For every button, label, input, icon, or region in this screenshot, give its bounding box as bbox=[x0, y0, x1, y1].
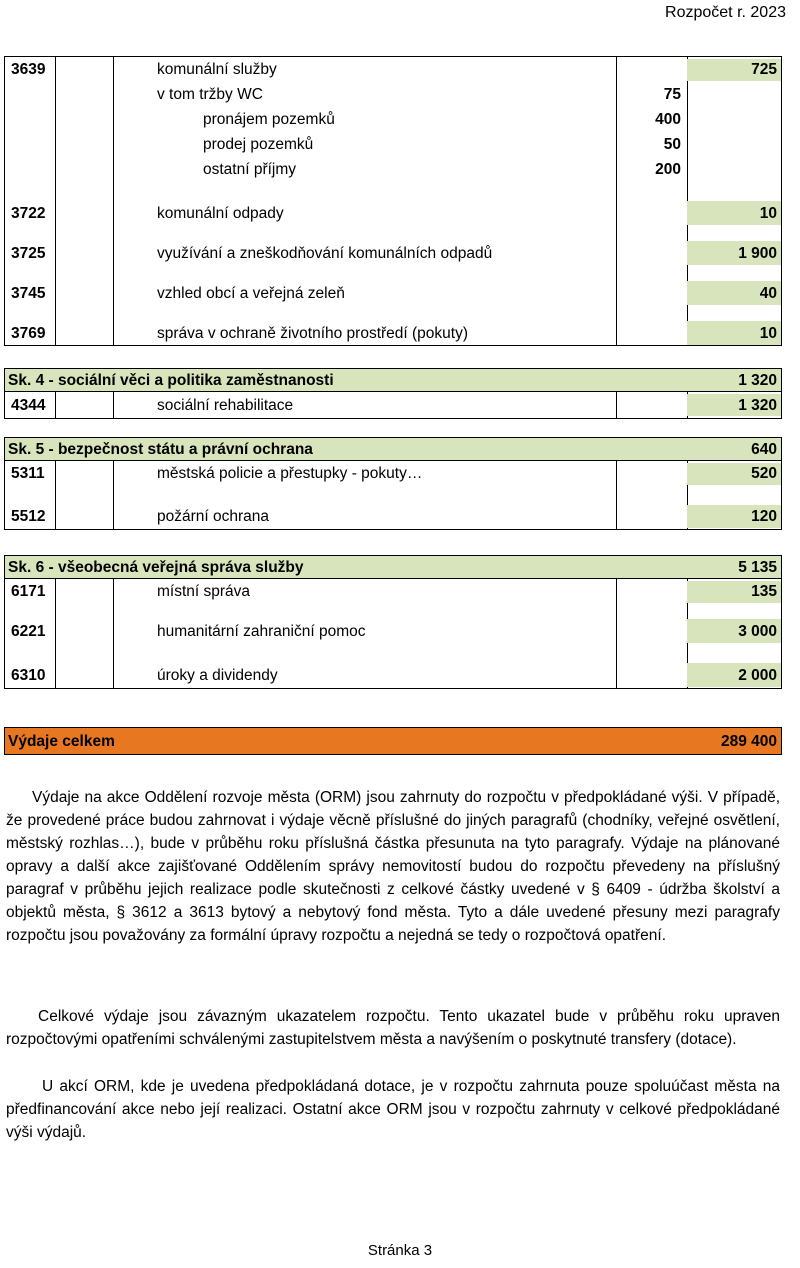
row-code: 3745 bbox=[11, 285, 46, 302]
subitem-label: pronájem pozemků bbox=[203, 111, 335, 128]
row-name: správa v ochraně životního prostředí (pokuty) bbox=[157, 325, 469, 342]
row-name: místní správa bbox=[157, 583, 251, 600]
row-code: 3722 bbox=[11, 205, 46, 222]
row-value: 520 bbox=[751, 465, 777, 482]
row-value: 1 320 bbox=[738, 397, 777, 414]
section-total: 5 135 bbox=[738, 559, 777, 576]
subitem-label: v tom tržby WC bbox=[157, 86, 263, 103]
row-code: 6221 bbox=[11, 623, 46, 640]
row-code: 6171 bbox=[11, 583, 46, 600]
subitem-label: ostatní příjmy bbox=[203, 161, 297, 178]
row-value: 120 bbox=[751, 508, 777, 525]
row-name: sociální rehabilitace bbox=[157, 397, 294, 414]
total-value: 289 400 bbox=[720, 733, 777, 750]
section-4-rows bbox=[4, 392, 782, 419]
section-6-rows bbox=[4, 579, 782, 689]
row-name: komunální služby bbox=[157, 61, 277, 78]
row-code: 6310 bbox=[11, 667, 46, 684]
row-name: požární ochrana bbox=[157, 508, 270, 525]
subitem-label: prodej pozemků bbox=[203, 136, 314, 153]
total-row bbox=[4, 727, 782, 755]
section-label: Sk. 5 - bezpečnost státu a právní ochrana bbox=[8, 441, 313, 458]
row-value: 1 900 bbox=[738, 245, 777, 262]
row-name: komunální odpady bbox=[157, 205, 284, 222]
row-value: 40 bbox=[759, 285, 777, 302]
row-code: 5512 bbox=[11, 508, 46, 525]
row-value: 725 bbox=[751, 61, 777, 78]
row-value: 2 000 bbox=[738, 667, 777, 684]
subitem-value: 200 bbox=[655, 161, 681, 178]
row-value: 10 bbox=[759, 205, 777, 222]
row-name: vzhled obcí a veřejná zeleň bbox=[157, 285, 345, 302]
row-value: 3 000 bbox=[738, 623, 777, 640]
row-value: 10 bbox=[759, 325, 777, 342]
row-value: 135 bbox=[751, 583, 777, 600]
document-title: Rozpočet r. 2023 bbox=[665, 4, 786, 21]
row-code: 5311 bbox=[11, 465, 45, 482]
subitem-value: 50 bbox=[663, 136, 681, 153]
row-name: využívání a zneškodňování komunálních odpadů bbox=[157, 245, 493, 262]
section-total: 1 320 bbox=[738, 372, 777, 389]
subitem-value: 400 bbox=[655, 111, 681, 128]
total-label: Výdaje celkem bbox=[8, 733, 115, 750]
section-header-6 bbox=[4, 555, 782, 579]
page-number: Stránka 3 bbox=[367, 1242, 433, 1259]
row-code: 3725 bbox=[11, 245, 46, 262]
paragraph-3: U akcí ORM, kde je uvedena předpokládaná dotace, je v rozpočtu zahrnuta pouze spoluúčast města na předfinancování akce nebo její realizaci. Ostatní akce ORM jsou v rozpočtu zahrnuty v celkové předpokládané výši výdajů. bbox=[6, 1078, 780, 1141]
block-section-3 bbox=[4, 56, 782, 346]
row-code: 3639 bbox=[11, 61, 46, 78]
section-total: 640 bbox=[751, 441, 777, 458]
row-name: městská policie a přestupky - pokuty… bbox=[157, 465, 423, 482]
paragraph-2: Celkové výdaje jsou závazným ukazatelem rozpočtu. Tento ukazatel bude v průběhu roku upraven rozpočtovými opatřeními schválenými zastupitelstvem města a navýšením o poskytnuté transfery (dotace). bbox=[6, 1008, 780, 1048]
row-code: 3769 bbox=[11, 325, 46, 342]
row-name: humanitární zahraniční pomoc bbox=[157, 623, 366, 640]
subitem-value: 75 bbox=[663, 86, 681, 103]
row-code: 4344 bbox=[11, 397, 46, 414]
row-name: úroky a dividendy bbox=[157, 667, 278, 684]
section-label: Sk. 4 - sociální věci a politika zaměstnanosti bbox=[8, 372, 334, 389]
section-header-4 bbox=[4, 368, 782, 392]
section-label: Sk. 6 - všeobecná veřejná správa služby bbox=[8, 559, 304, 576]
section-5-rows bbox=[4, 461, 782, 530]
section-header-5 bbox=[4, 437, 782, 461]
paragraph-1: Výdaje na akce Oddělení rozvoje města (ORM) jsou zahrnuty do rozpočtu v předpokládané výši. V případě, že provedené práce budou zahrnovat i výdaje věcně příslušné do jiných paragrafů (chodníky, veřejné osvětlení, městský rozhlas…), bude v průběhu roku příslušná částka přesunuta na tyto paragrafy. Výdaje na plánované opravy a další akce zajišťované Oddělením správy nemovitostí budou do rozpočtu převedeny na příslušný paragraf v průběhu jejich realizace podle skutečnosti z celkové částky uvedené v § 6409 - údržba školství a objektů města, § 3612 a 3613 bytový a nebytový fond města. Tyto a dále uvedené přesuny mezi paragrafy rozpočtu jsou považovány za formální úpravy rozpočtu a nejedná se tedy o rozpočtová opatření. bbox=[6, 789, 780, 944]
